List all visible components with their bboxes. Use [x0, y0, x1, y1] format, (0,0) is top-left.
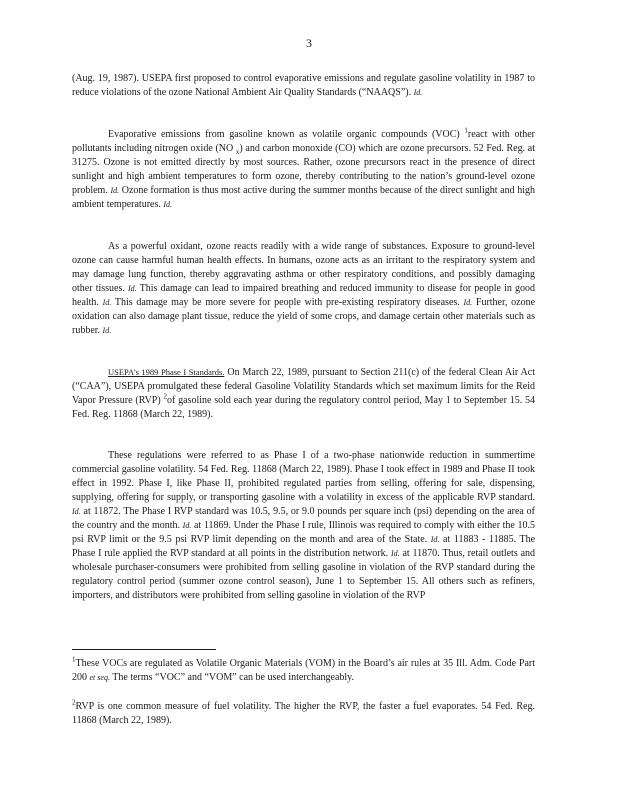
p2-id-cite-1: Id. — [128, 284, 137, 293]
footnote-2-text: RVP is one common measure of fuel volatility. The higher the RVP, the faster a fuel evaporates. 54 Fed. Reg. 11868 (March 22, 1989). — [72, 701, 535, 726]
footnote-1-text-b: The terms “VOC” and “VOM” can be used interchangeably. — [112, 672, 355, 683]
p1-text-c: ) and carbon monoxide (CO) which are ozone precursors. 52 Fed. Reg. at 31275. Ozone is not emitted directly by most sources. Rather, ozone precursors react in the presence of direct sunlight and high ambient temperatures to form ozone, thereby contributing to the nation’s ground-level ozone problem. — [72, 143, 535, 196]
p2-id-cite-4: Id. — [102, 326, 112, 335]
footnote-2 — [72, 700, 535, 728]
p0-id-cite: Id. — [413, 88, 423, 97]
p2-text-c: This damage may be more severe for people with pre-existing respiratory diseases. — [114, 297, 460, 308]
paragraph-evaporative-emissions-text — [72, 128, 535, 212]
paragraph-ozone-oxidant-text — [72, 240, 535, 338]
p4-text-a: These regulations were referred to as Phase I of a two-phase nationwide reduction in summertime commercial gasoline volatility. 54 Fed. Reg. 11868 (March 22, 1989). Phase I took effect in 1989 and Phase II took effect in 1992. Phase I, like Phase II, prohibited regulated parties from selling, offering for sale, dispensing, supplying, offering for supply, or transporting gasoline with a volatility in excess of the applicable RVP standard. — [72, 450, 535, 503]
footnote-ref-1: 1 — [464, 126, 468, 135]
p1-text-a: Evaporative emissions from gasoline known as volatile organic compounds (VOC) — [108, 129, 460, 140]
footnote-1-mark: 1 — [72, 655, 76, 664]
footnote-1-text-a: These VOCs are regulated as Volatile Organic Materials (VOM) in the Board’s air rules at 35 Ill. Adm. Code Part 200 — [72, 658, 535, 683]
p1-id-cite-2: Id. — [163, 200, 173, 209]
p4-id-cite-3: Id. — [430, 535, 440, 544]
footnote-1 — [72, 657, 535, 685]
p2-text-b: This damage can lead to impaired breathing and reduced immunity to disease for people in good health. — [72, 283, 536, 308]
p2-id-cite-3: Id. — [463, 298, 473, 307]
p1-text-b: react with other pollutants including nitrogen oxide (NO — [72, 129, 536, 154]
p0-text: (Aug. 19, 1987). USEPA first proposed to control evaporative emissions and regulate gasoline volatility in 1987 to reduce violations of the ozone National Ambient Air Quality Standards (“NAAQS”). — [72, 73, 535, 98]
p2-id-cite-2: Id. — [102, 298, 112, 307]
p3-text-b: of gasoline sold each year during the regulatory control period, May 1 to September 15. 54 Fed. Reg. 11868 (March 22, 1989). — [72, 395, 536, 420]
paragraph-ozone-oxidant — [72, 240, 535, 338]
footnote-ref-2: 2 — [163, 392, 167, 401]
p4-text-d: at 11883 - 11885. The Phase I rule applied the RVP standard at all points in the distribution network. — [72, 534, 536, 559]
paragraph-naaqs-text — [72, 72, 535, 100]
p2-text-a: As a powerful oxidant, ozone reacts readily with a wide range of substances. Exposure to ground-level ozone can cause harmful human health effects. In humans, ozone acts as an irritant to the respiratory system and may damage lung function, thereby aggravating asthma or other respiratory conditions, and possibly damaging other tissues. — [72, 241, 535, 294]
paragraph-naaqs — [72, 72, 535, 100]
paragraph-phase-regulations-text — [72, 449, 535, 603]
p4-text-c: at 11869. Under the Phase I rule, Illinois was required to comply with either the 10.5 psi RVP limit or the 9.5 psi RVP limit depending on the month and area of the State. — [72, 520, 536, 545]
p2-text-d: Further, ozone oxidation can also damage plant tissue, reduce the yield of some crops, and damage certain other materials such as rubber. — [72, 297, 536, 336]
p4-id-cite-2: Id. — [182, 521, 192, 530]
footnote-1-et-seq: et seq. — [89, 673, 110, 682]
p1-text-d: Ozone formation is thus most active during the summer months because of the direct sunlight and high ambient temperatures. — [72, 185, 535, 210]
p3-text-a: On March 22, 1989, pursuant to Section 211(c) of the federal Clean Air Act (“CAA”), USEPA promulgated these federal Gasoline Volatility Standards which set maximum limits for the Reid Vapor Pressure (RVP) — [72, 367, 535, 406]
section-heading: USEPA’s 1989 Phase I Standards. — [108, 367, 225, 377]
p4-text-e: at 11870. Thus, retail outlets and wholesale purchaser-consumers were prohibited from selling gasoline in violation of the RVP standard during the regulatory control period (summer ozone control season), June 1 to September 15. All others such as refiners, importers, and distributors were prohibited from selling gasoline in violation of the RVP — [72, 548, 536, 601]
paragraph-phase-regulations — [72, 449, 535, 603]
page-number: 3 — [306, 36, 312, 50]
p4-id-cite-4: Id. — [390, 549, 400, 558]
paragraph-phase-one-standards-text — [72, 365, 535, 422]
footnote-2-mark: 2 — [72, 698, 76, 707]
p1-id-cite-1: Id. — [110, 186, 120, 195]
nox-subscript: x — [235, 148, 240, 156]
p4-text-b: at 11872. The Phase I RVP standard was 10.5, 9.5, or 9.0 pounds per square inch (psi) depending on the area of the country and the month. — [72, 506, 536, 531]
footnote-divider — [72, 649, 216, 650]
p4-id-cite-1: Id. — [72, 507, 81, 516]
paragraph-phase-one-standards — [72, 365, 535, 422]
paragraph-evaporative-emissions — [72, 128, 535, 212]
